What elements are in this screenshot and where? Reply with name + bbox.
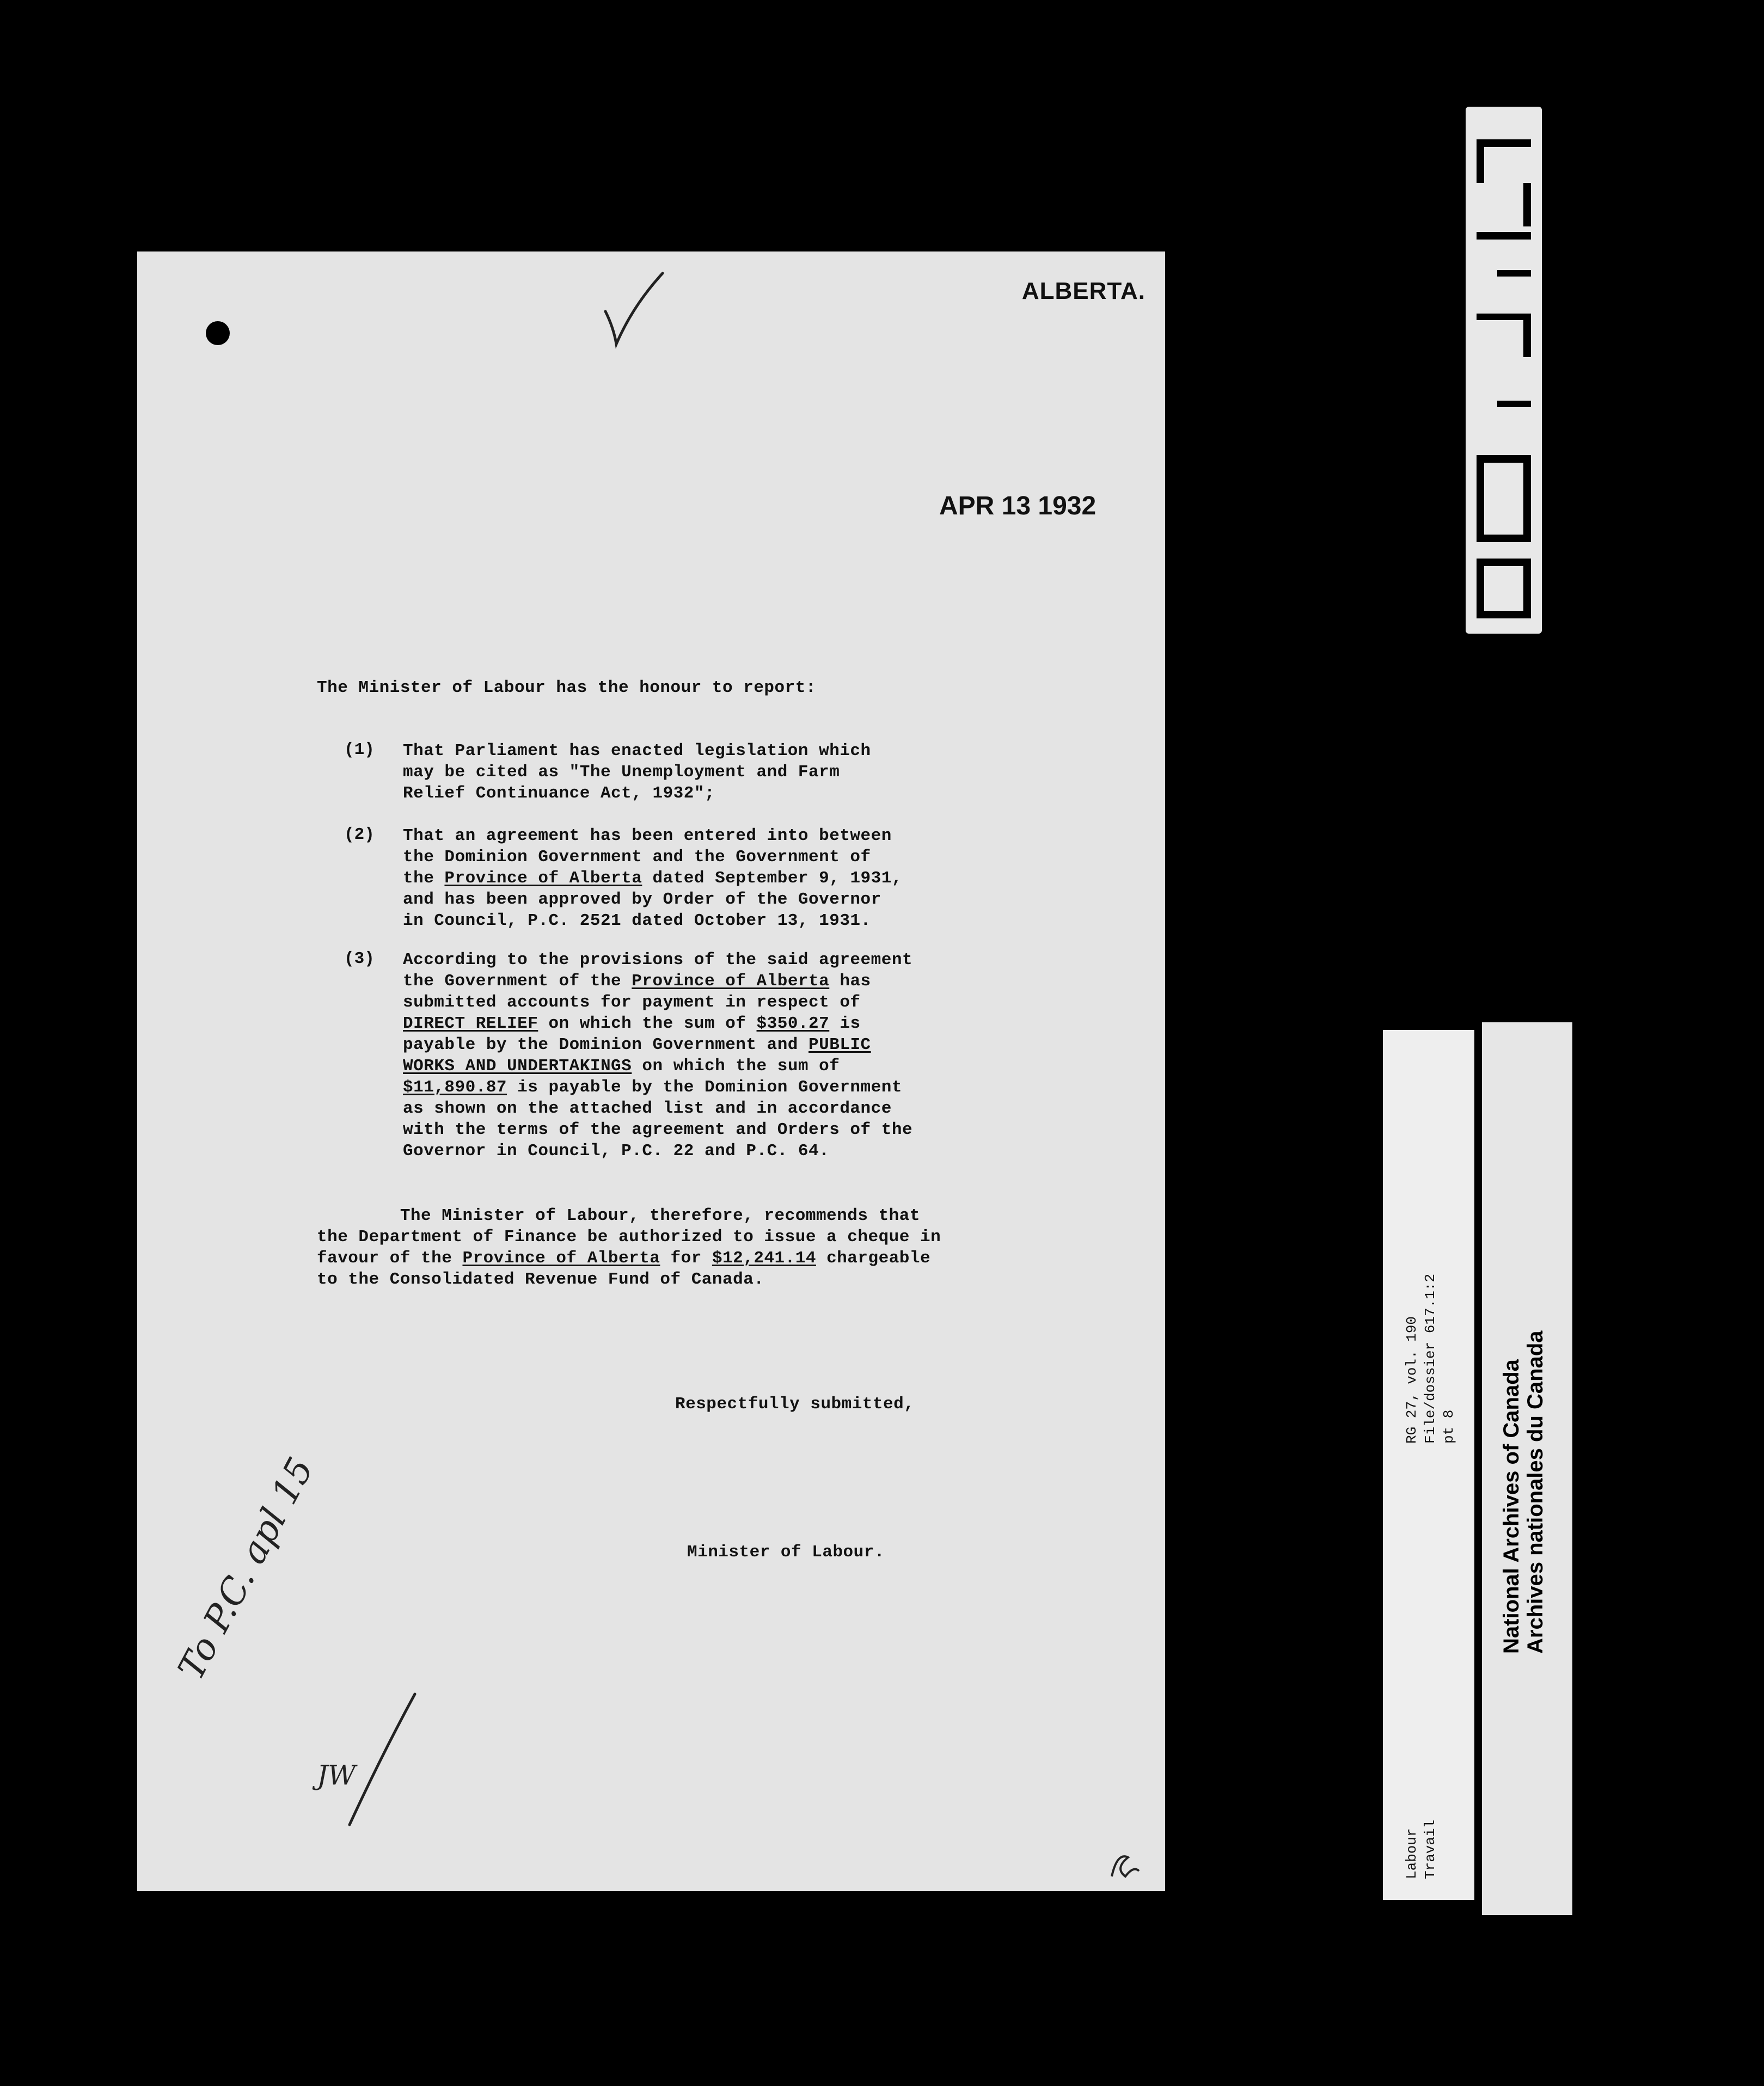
item-text: That an agreement has been entered into between the Dominion Government and the Government of the Province of Alberta dated September 9, 1931, and has been approved by Order of the Governor in Council, P.C. 2521 dated October 13, 1931. bbox=[403, 826, 902, 930]
archives-name: National Archives of Canada Archives nationales du Canada bbox=[1499, 1330, 1547, 1654]
item-number: (1) bbox=[344, 740, 375, 759]
closing: Respectfully submitted, bbox=[675, 1395, 915, 1414]
handwritten-note: To P.C. apl 15 bbox=[170, 1451, 322, 1687]
province-tag: ALBERTA. bbox=[1021, 278, 1146, 304]
archives-logo-label bbox=[1482, 1022, 1572, 1915]
document-page bbox=[137, 251, 1165, 1891]
archive-reference-label bbox=[1383, 1030, 1474, 1900]
recommendation-paragraph: The Minister of Labour, therefore, recommends that the Department of Finance be authorized to issue a cheque in favour of the Province of Alberta for $12,241.14 chargeable to the Consolidated Revenue Fund of Canada. bbox=[317, 1206, 941, 1289]
item-text: According to the provisions of the said agreement the Government of the Province of Alberta has submitted accounts for payment in respect of DIRECT RELIEF on which the sum of $350.27 is payable by the Dominion Government and PUBLIC WORKS AND UNDERTAKINGS on which the sum of $11,890.87 is payable by the Dominion Government as shown on the attached list and in accordance with the terms of the agreement and Orders of the Governor in Council, P.C. 22 and P.C. 64. bbox=[403, 950, 913, 1161]
department-name: Labour Travail bbox=[1404, 1819, 1438, 1879]
document-number-strip bbox=[1466, 107, 1542, 634]
report-intro: The Minister of Labour has the honour to report: bbox=[317, 678, 816, 697]
checkmark-icon bbox=[600, 268, 665, 349]
item-number: (2) bbox=[344, 825, 375, 844]
punch-hole bbox=[206, 321, 230, 345]
item-text: That Parliament has enacted legislation which may be cited as "The Unemployment and Farm Relief Continuance Act, 1932"; bbox=[403, 741, 871, 803]
segment-digits-icon bbox=[1466, 107, 1542, 634]
handwritten-stroke bbox=[344, 1689, 420, 1830]
date-stamp: APR 13 1932 bbox=[939, 492, 1097, 520]
item-number: (3) bbox=[344, 949, 375, 968]
signature-line: Minister of Labour. bbox=[687, 1543, 885, 1562]
handwritten-initials: JW bbox=[317, 1759, 356, 1791]
corner-initials-icon bbox=[1106, 1846, 1144, 1885]
archive-reference: RG 27, vol. 190 File/dossier 617.1:2 pt 8 bbox=[1404, 1273, 1457, 1444]
